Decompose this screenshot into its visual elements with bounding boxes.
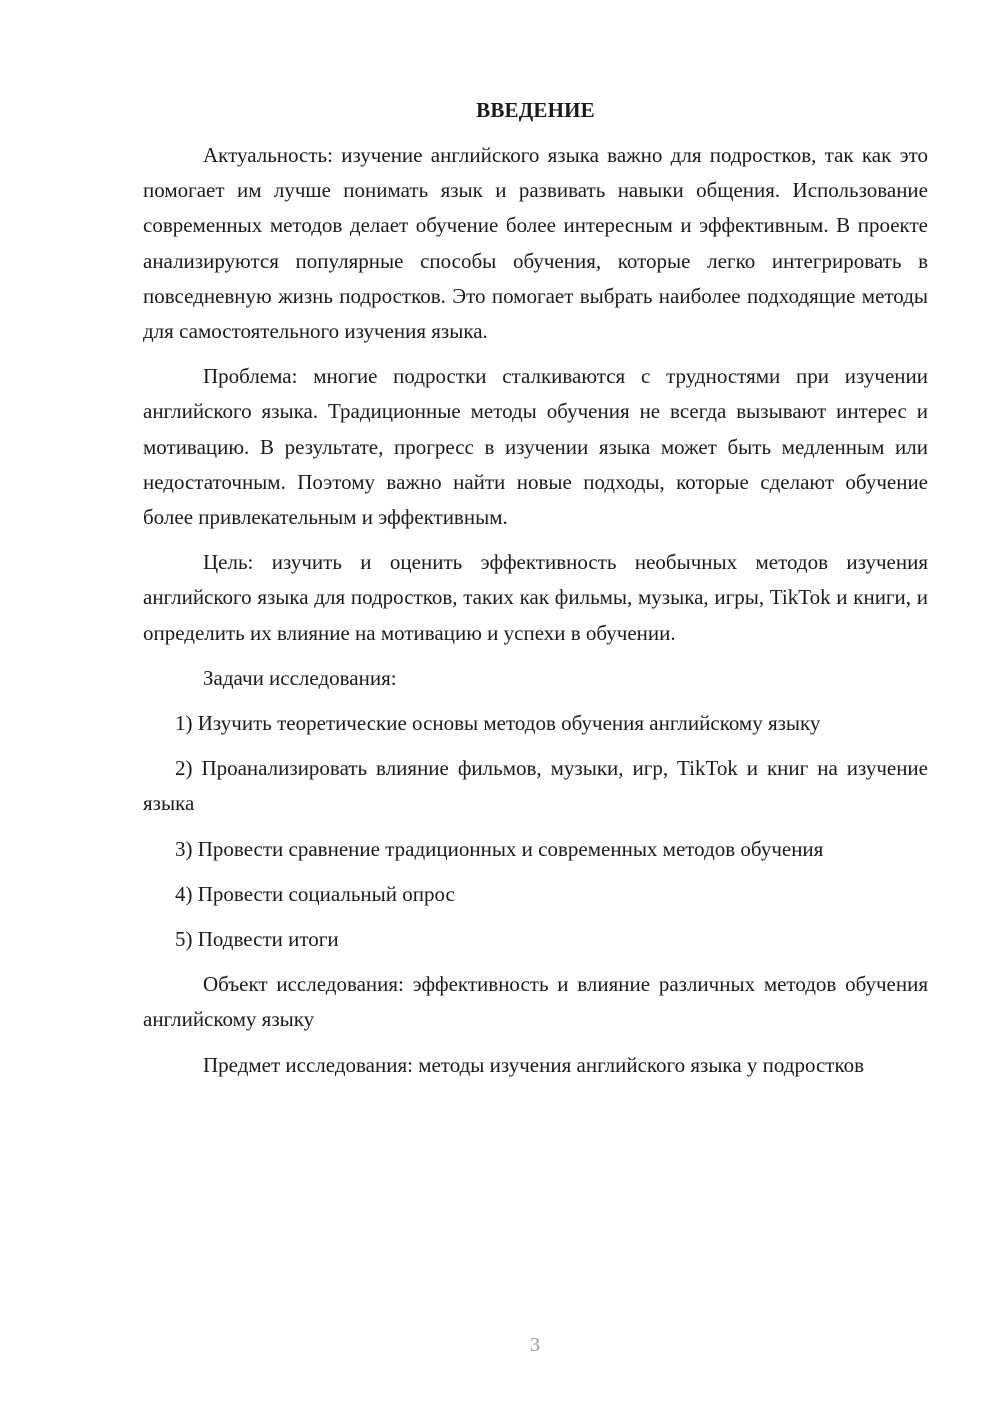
- task-item-2: 2) Проанализировать влияние фильмов, музыки, игр, TikTok и книг на изучение языка: [143, 756, 928, 816]
- subject-paragraph: Предмет исследования: методы изучения английского языка у подростков: [203, 1052, 865, 1077]
- task-item-4: 4) Провести социальный опрос: [175, 881, 455, 906]
- task-item-1: 1) Изучить теоретические основы методов обучения английскому языку: [175, 711, 821, 736]
- document-page: [143, 96, 928, 1093]
- object-paragraph: Объект исследования: эффективность и влияние различных методов обучения английскому языку: [143, 972, 928, 1032]
- relevance-paragraph: Актуальность: изучение английского языка важно для подростков, так как это помогает им лучше понимать язык и развивать навыки общения. Использование современных методов делает обучение более интересным и эффективным. В проекте анализируются популярные способы обучения, которые легко интегрировать в повседневную жизнь подростков. Это помогает выбрать наиболее подходящие методы для самостоятельного изучения языка.: [143, 143, 928, 344]
- page-title: ВВЕДЕНИЕ: [476, 98, 595, 122]
- goal-paragraph: Цель: изучить и оценить эффективность необычных методов изучения английского языка для подростков, таких как фильмы, музыка, игры, TikTok и книги, и определить их влияние на мотивацию и успехи в обучении.: [143, 550, 928, 645]
- task-item-3: 3) Провести сравнение традиционных и современных методов обучения: [175, 836, 824, 861]
- page-number: 3: [530, 1334, 540, 1356]
- tasks-heading: Задачи исследования:: [203, 665, 397, 690]
- problem-paragraph: Проблема: многие подростки сталкиваются с трудностями при изучении английского языка. Традиционные методы обучения не всегда вызывают интерес и мотивацию. В результате, прогресс в изучении языка может быть медленным или недостаточным. Поэтому важно найти новые подходы, которые сделают обучение более привлекательным и эффективным.: [143, 364, 928, 530]
- task-item-5: 5) Подвести итоги: [175, 927, 339, 952]
